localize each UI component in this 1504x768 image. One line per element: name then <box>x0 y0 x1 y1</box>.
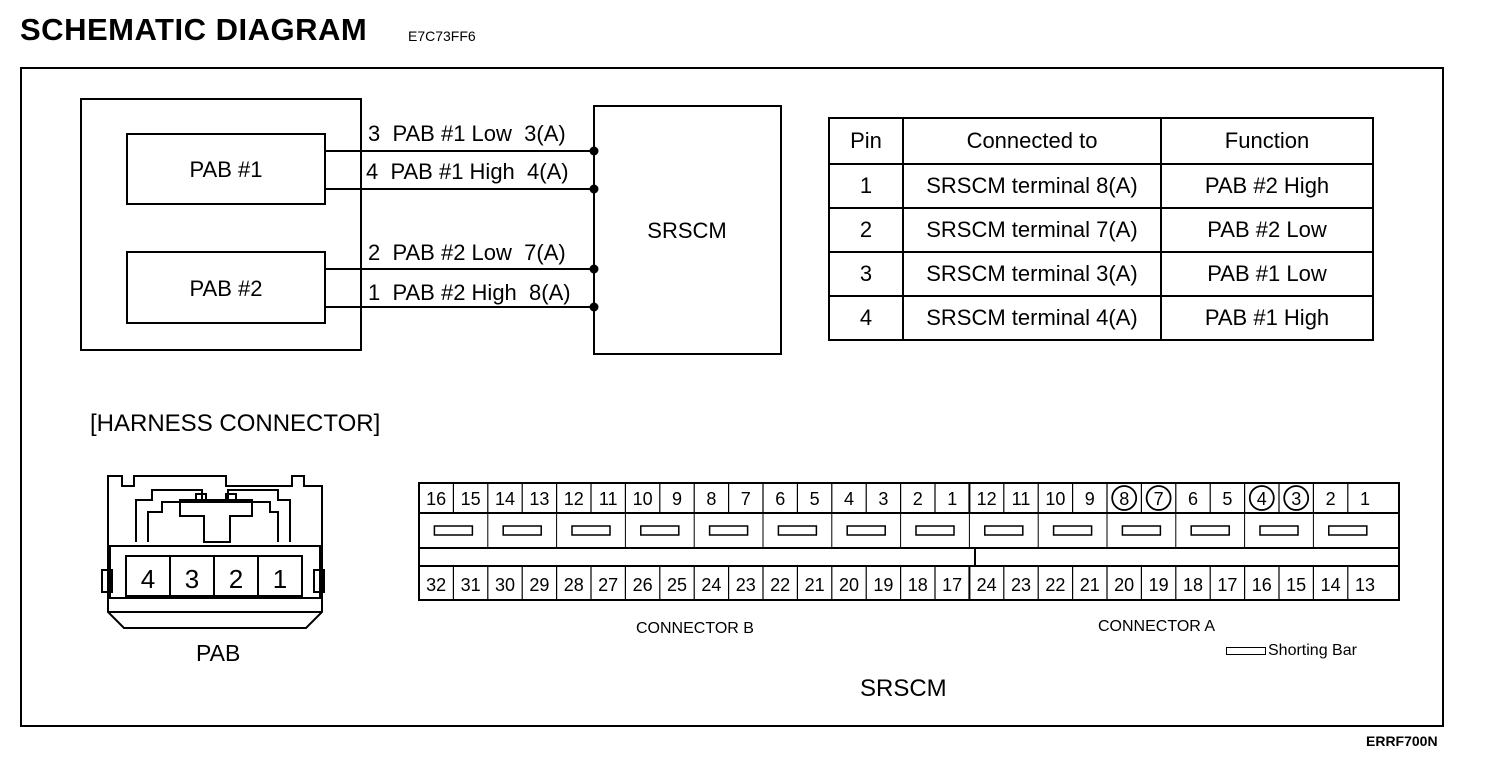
table-cell: SRSCM terminal 3(A) <box>903 252 1161 296</box>
wire-pab2-low <box>326 268 594 270</box>
table-row <box>829 164 1373 208</box>
wire-pab1-low <box>326 150 594 152</box>
connector-b-pin-number: 13 <box>529 489 550 509</box>
connector-b-pin-number: 15 <box>460 489 481 509</box>
pab2-label: PAB #2 <box>189 276 263 301</box>
srscm-connector-label: SRSCM <box>860 675 947 702</box>
connector-a-pin-number: 13 <box>1354 575 1376 595</box>
connector-a-pin-number: 4 <box>1256 489 1267 509</box>
shorting-bar-slot <box>572 526 610 535</box>
shorting-bar-slot <box>710 526 748 535</box>
wire-label: 2 PAB #2 Low 7(A) <box>368 240 566 265</box>
locking-tab <box>180 500 252 542</box>
connector-b-pin-number: 9 <box>671 489 683 509</box>
connector-a-label: CONNECTOR A <box>1098 618 1216 635</box>
shorting-bar-legend-text: Shorting Bar <box>1268 642 1357 659</box>
connector-b-pin-number: 18 <box>907 575 928 595</box>
table-header-cell: Connected to <box>903 118 1161 164</box>
shorting-bar-legend <box>1226 642 1357 660</box>
shorting-bar-slot <box>1191 526 1229 535</box>
connector-b-pin-number: 22 <box>770 575 791 595</box>
connector-b-pin-number: 3 <box>878 489 889 509</box>
footer-code: ERRF700N <box>1366 733 1438 749</box>
shorting-bar-slot <box>1329 526 1367 535</box>
connector-b-pin-number: 29 <box>529 575 550 595</box>
shorting-bar-icon <box>1226 647 1266 655</box>
connector-b-pin-number: 4 <box>843 489 855 509</box>
shorting-bar-slot <box>1054 526 1092 535</box>
connector-a-pin-number: 19 <box>1148 575 1169 595</box>
connector-a-pin-number: 2 <box>1325 489 1336 509</box>
connector-a-pin-number: 15 <box>1286 575 1307 595</box>
wire-label: 1 PAB #2 High 8(A) <box>368 280 571 305</box>
connector-a-pin-number: 8 <box>1119 489 1130 509</box>
connector-b-pin-number: 21 <box>804 575 825 595</box>
shorting-bar-slot <box>1122 526 1160 535</box>
connector-a-pin-number: 5 <box>1222 489 1233 509</box>
connector-b-pin-number: 24 <box>701 575 722 595</box>
pab-pin-number: 1 <box>272 564 288 594</box>
connector-b-pin-number: 20 <box>838 575 860 595</box>
connector-a-pin-number: 20 <box>1114 575 1135 595</box>
shorting-bar-slot <box>985 526 1023 535</box>
connector-a-pin-number: 7 <box>1153 489 1164 509</box>
shorting-bar-slot <box>847 526 885 535</box>
page-title: SCHEMATIC DIAGRAM <box>20 12 368 47</box>
srscm-connector-drawing <box>410 478 1400 608</box>
srscm-label: SRSCM <box>647 218 727 243</box>
connector-a-pin-number: 21 <box>1079 575 1100 595</box>
connector-b-pin-number: 8 <box>706 489 717 509</box>
table-cell: 3 <box>829 252 903 296</box>
wire-pab2-high <box>326 306 594 308</box>
connector-b-pin-number: 16 <box>426 489 447 509</box>
connector-b-pin-number: 7 <box>740 489 751 509</box>
connector-b-pin-number: 32 <box>426 575 447 595</box>
pab1-label: PAB #1 <box>189 157 263 182</box>
connector-b-pin-number: 17 <box>942 575 963 595</box>
wire-label: 4 PAB #1 High 4(A) <box>366 159 569 184</box>
connector-a-pin-number: 17 <box>1217 575 1238 595</box>
connector-a-pin-number: 1 <box>1359 489 1371 509</box>
connector-b-pin-number: 6 <box>775 489 786 509</box>
pab-pin-number: 3 <box>184 564 200 594</box>
connector-b-pin-number: 1 <box>947 489 958 509</box>
table-cell: 4 <box>829 296 903 340</box>
table-cell: SRSCM terminal 7(A) <box>903 208 1161 252</box>
connector-b-pin-number: 26 <box>632 575 653 595</box>
junction-dot <box>590 185 599 194</box>
connector-b-pin-number: 2 <box>912 489 923 509</box>
wire-pab1-high <box>326 188 594 190</box>
connector-b-pin-number: 11 <box>598 489 618 509</box>
connector-b-pin-number: 28 <box>563 575 584 595</box>
connector-b-pin-number: 30 <box>494 575 516 595</box>
junction-dot <box>590 265 599 274</box>
connector-b-pin-number: 25 <box>666 575 688 595</box>
table-cell: SRSCM terminal 4(A) <box>903 296 1161 340</box>
junction-dot <box>590 303 599 312</box>
table-row <box>829 296 1373 340</box>
connector-a-pin-number: 9 <box>1084 489 1095 509</box>
connector-b-pin-number: 5 <box>809 489 820 509</box>
connector-b-pin-number: 14 <box>494 489 516 509</box>
connector-a-pin-number: 22 <box>1045 575 1066 595</box>
connector-a-pin-number: 14 <box>1320 575 1341 595</box>
harness-connector-title: [HARNESS CONNECTOR] <box>90 410 381 437</box>
diagram-code: E7C73FF6 <box>408 28 476 44</box>
connector-b-pin-number: 23 <box>735 575 756 595</box>
table-header-row <box>829 118 1373 164</box>
shorting-bar-slot <box>641 526 679 535</box>
shorting-bar-slot <box>916 526 954 535</box>
connector-housing-outline <box>108 476 322 628</box>
pab-pin-number: 2 <box>228 564 244 594</box>
pab-connector-label: PAB <box>196 640 241 666</box>
pin-table <box>828 117 1374 341</box>
connector-a-pin-number: 12 <box>976 489 997 509</box>
connector-b-pin-number: 19 <box>873 575 894 595</box>
table-header-cell: Function <box>1161 118 1373 164</box>
wire-label: 3 PAB #1 Low 3(A) <box>368 121 566 146</box>
table-cell: 2 <box>829 208 903 252</box>
table-cell: SRSCM terminal 8(A) <box>903 164 1161 208</box>
connector-a-pin-number: 10 <box>1045 489 1066 509</box>
table-cell: PAB #1 Low <box>1161 252 1373 296</box>
table-cell: PAB #1 High <box>1161 296 1373 340</box>
pab-connector-drawing <box>100 472 332 632</box>
table-header-cell: Pin <box>829 118 903 164</box>
connector-a-pin-number: 18 <box>1182 575 1204 595</box>
connector-a-pin-number: 11 <box>1011 489 1031 509</box>
table-cell: PAB #2 Low <box>1161 208 1373 252</box>
table-row <box>829 252 1373 296</box>
connector-a-pin-number: 16 <box>1251 575 1272 595</box>
shorting-bar-slot <box>503 526 541 535</box>
connector-a-pin-number: 24 <box>976 575 997 595</box>
connector-b-pin-number: 31 <box>460 575 481 595</box>
latch-outline <box>148 502 278 542</box>
table-cell: 1 <box>829 164 903 208</box>
connector-a-pin-number: 23 <box>1010 575 1032 595</box>
connector-b-pin-number: 27 <box>598 575 619 595</box>
table-row <box>829 208 1373 252</box>
junction-dot <box>590 147 599 156</box>
connector-a-pin-number: 6 <box>1187 489 1199 509</box>
pab-pin-number: 4 <box>140 564 156 594</box>
connector-b-label: CONNECTOR B <box>636 620 754 637</box>
shorting-bar-slot <box>1260 526 1298 535</box>
connector-b-pin-number: 10 <box>632 489 653 509</box>
table-cell: PAB #2 High <box>1161 164 1373 208</box>
shorting-bar-slot <box>778 526 816 535</box>
connector-b-pin-number: 12 <box>563 489 584 509</box>
connector-a-pin-number: 3 <box>1291 489 1302 509</box>
shorting-bar-slot <box>434 526 472 535</box>
